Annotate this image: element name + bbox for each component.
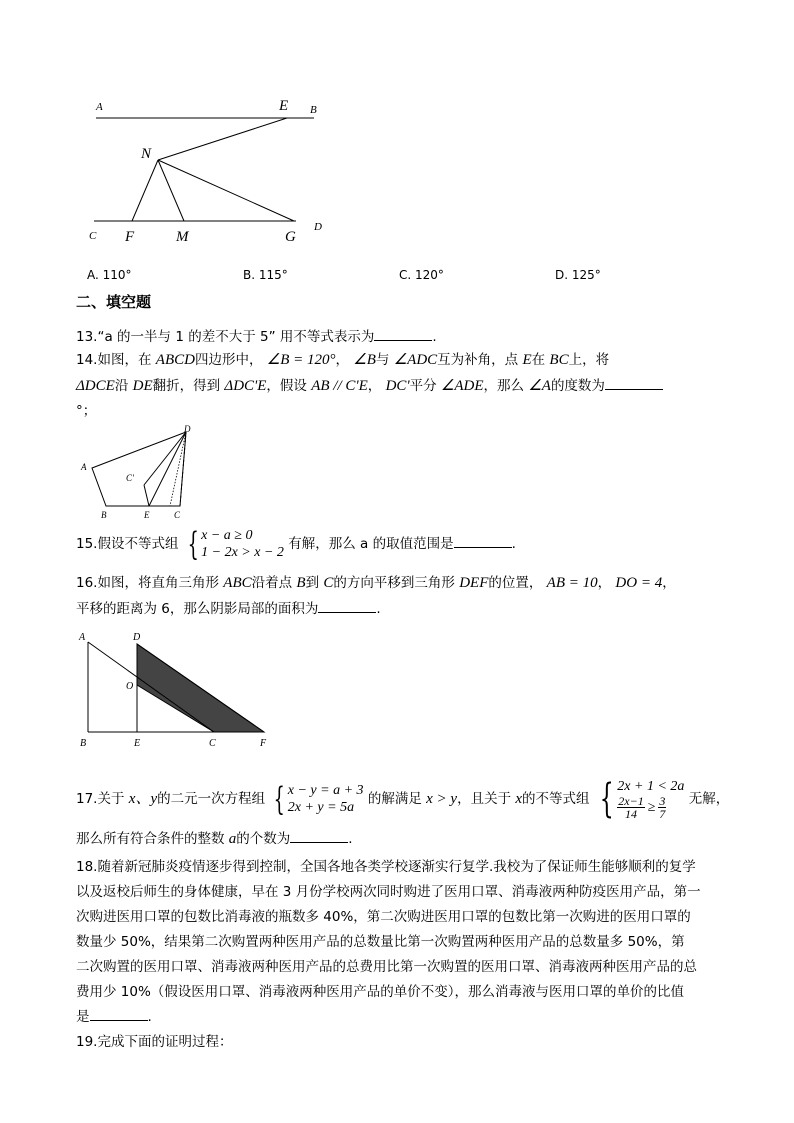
- q17-text: 的解满足: [367, 791, 422, 807]
- label-D: D: [314, 221, 322, 233]
- q14-math: ∠B = 120°: [266, 352, 336, 368]
- q16-math: ABC: [223, 575, 252, 591]
- label-M: M: [176, 229, 189, 245]
- question-14-line2: [76, 374, 663, 395]
- q14-math: ABCD: [155, 352, 195, 368]
- q18-end: .: [147, 1009, 152, 1025]
- question-18-line1: 18.随着新冠肺炎疫情逐步得到控制，全国各地各类学校逐渐实行复学.我校为了保证师生能够顺利的复学: [76, 859, 696, 875]
- q14-text: ，那么: [483, 378, 525, 394]
- inequality: x − a ≥ 0: [201, 528, 253, 543]
- label-C: C: [174, 510, 181, 520]
- fraction-denominator: 14: [625, 807, 638, 821]
- q14-text: 与: [375, 352, 390, 368]
- question-14-line1: [76, 348, 609, 369]
- inequality-fraction: [617, 795, 684, 820]
- question-14-line3: [76, 399, 96, 419]
- q13-text: 13.“a 的一半与 1 的差不大于 5” 用不等式表示为: [76, 329, 375, 345]
- q14-math: ΔDC'E: [224, 378, 267, 394]
- answer-blank: [90, 1008, 148, 1021]
- q16-text: ，: [597, 575, 612, 591]
- label-A: A: [79, 632, 86, 643]
- answer-blank: [605, 377, 663, 390]
- equation-system: [269, 782, 363, 816]
- q16-text: 到: [305, 575, 320, 591]
- q14-text: 互为补角，点: [437, 352, 519, 368]
- choice-d: D. 125°: [555, 268, 601, 282]
- q16-math: B: [296, 575, 306, 591]
- question-19: 19.完成下面的证明过程：: [76, 1034, 233, 1050]
- fraction-numerator: 2x−1: [618, 794, 644, 808]
- question-18-line4: 数量少 50%，结果第二次购置两种医用产品的总数量比第一次购置两种医用产品的总数量多 50%，第: [76, 934, 685, 950]
- inequality: 2x + 1 < 2a: [617, 779, 685, 794]
- choice-b: B. 115°: [243, 268, 288, 282]
- label-F: F: [125, 229, 135, 245]
- label-O: O: [126, 681, 134, 692]
- q17-text: ，且关于: [457, 791, 512, 807]
- label-B: B: [310, 104, 317, 116]
- question-18-line6: 费用少 10%（假设医用口罩、消毒液两种医用产品的单价不变），那么消毒液与医用口罩的单价的比值: [76, 984, 685, 1000]
- q14-math: E: [522, 352, 532, 368]
- q17-text: 的不等式组: [522, 791, 590, 807]
- q14-math: ∠ADE: [440, 378, 484, 394]
- question-18-line3: 次购进医用口罩的包数比消毒液的瓶数多 40%，第二次购进医用口罩的包数比第一次购进的医用口罩的: [76, 909, 691, 925]
- equation: 2x + y = 5a: [287, 800, 355, 815]
- question-18-line7: [76, 1005, 152, 1025]
- q14-text: 的度数为: [550, 378, 605, 394]
- brace: {: [273, 780, 286, 818]
- label-C-prime: C': [126, 473, 134, 483]
- choice-c: C. 120°: [399, 268, 444, 282]
- q14-text: 在: [531, 352, 546, 368]
- q16-text: 的方向平移到三角形: [333, 575, 455, 591]
- q17-math: x > y: [426, 791, 458, 807]
- q14-text: 平分: [409, 378, 437, 394]
- question-15: [76, 527, 516, 561]
- q18-text: 是: [76, 1009, 90, 1025]
- question-16-line1: [76, 571, 676, 592]
- q14-text: ，: [367, 378, 382, 394]
- label-E: E: [134, 738, 141, 749]
- question-13: [76, 325, 437, 345]
- label-E: E: [144, 510, 150, 520]
- q14-math: ∠A: [528, 378, 551, 394]
- question-17-line1: [76, 778, 729, 820]
- q17-text: 的个数为: [236, 831, 291, 847]
- question-18-line2: 以及返校后师生的身体健康，早在 3 月份学校两次同时购进了医用口罩、消毒液两种防疫医用产品，第一: [76, 884, 701, 900]
- q14-text: ，假设: [266, 378, 307, 394]
- q14-math: ∠B: [353, 352, 376, 368]
- label-A: A: [96, 101, 103, 113]
- section-title: 二、填空题: [76, 293, 152, 311]
- label-A: A: [81, 462, 87, 472]
- brace: {: [599, 776, 614, 822]
- q14-text: 14.如图，在: [76, 352, 152, 368]
- q17-math: x、y: [128, 791, 158, 807]
- equation: x − y = a + 3: [287, 783, 364, 798]
- figure-q12: [84, 92, 334, 252]
- q17-text: 那么所有符合条件的整数: [76, 831, 225, 847]
- q14-text: ，: [335, 352, 349, 368]
- q14-text: °；: [76, 403, 97, 419]
- q16-math: DEF: [459, 575, 489, 591]
- label-B: B: [80, 738, 87, 749]
- label-C: C: [89, 230, 97, 242]
- label-G: G: [285, 229, 296, 245]
- q16-text: 16.如图，将直角三角形: [76, 575, 219, 591]
- geq-symbol: ≥: [647, 800, 656, 815]
- figure-q16: [74, 628, 274, 753]
- q17-text: 无解，: [688, 791, 730, 807]
- choice-a: A. 110°: [87, 268, 132, 282]
- question-17-line2: [76, 827, 353, 848]
- q15-text: 有解，那么 a 的取值范围是: [288, 536, 454, 552]
- q16-end: .: [376, 601, 381, 617]
- q13-end: .: [432, 329, 437, 345]
- label-N: N: [141, 146, 152, 162]
- q16-text: ，: [662, 575, 676, 591]
- label-E: E: [279, 98, 289, 114]
- question-18-line5: 二次购置的医用口罩、消毒液两种医用产品的总费用比第一次购置的医用口罩、消毒液两种医用产品的总: [76, 959, 697, 975]
- inequality-system: [594, 778, 685, 820]
- q14-text: 上，将: [568, 352, 610, 368]
- q16-math: C: [323, 575, 334, 591]
- q14-text: 翻折，得到: [152, 378, 221, 394]
- q16-text: 沿着点: [251, 575, 293, 591]
- q17-math: x: [515, 791, 523, 807]
- q17-end: .: [348, 831, 353, 847]
- q16-text: 平移的距离为 6，那么阴影局部的面积为: [76, 601, 319, 617]
- q14-math: DC': [385, 378, 410, 394]
- label-B: B: [101, 510, 107, 520]
- label-D: D: [184, 424, 191, 434]
- figure-q14: [74, 422, 204, 520]
- answer-blank: [318, 600, 376, 613]
- fraction-numerator: 3: [659, 794, 666, 808]
- label-D: D: [133, 632, 141, 643]
- label-C: C: [209, 738, 216, 749]
- q17-math: a: [228, 831, 237, 847]
- q14-text: 四边形中，: [194, 352, 263, 368]
- q14-math: BC: [549, 352, 569, 368]
- q14-text: 沿: [114, 378, 129, 394]
- fraction-denominator: 7: [659, 807, 666, 821]
- q15-end: .: [511, 536, 516, 552]
- q17-text: 的二元一次方程组: [157, 791, 266, 807]
- answer-blank: [290, 830, 348, 843]
- answer-blank: [454, 535, 512, 548]
- label-F: F: [260, 738, 267, 749]
- q14-math: ΔDCE: [76, 378, 115, 394]
- q14-math: AB // C'E: [311, 378, 368, 394]
- question-16-line2: [76, 597, 381, 617]
- q16-text: 的位置，: [488, 575, 543, 591]
- q14-math: ∠ADC: [393, 352, 438, 368]
- inequality-system: [183, 527, 284, 561]
- q17-text: 17.关于: [76, 791, 125, 807]
- q16-math: DO = 4: [615, 575, 663, 591]
- q14-math: DE: [132, 378, 153, 394]
- brace: {: [187, 525, 199, 563]
- answer-blank: [374, 328, 432, 341]
- q15-text: 15.假设不等式组: [76, 536, 179, 552]
- q16-math: AB = 10: [546, 575, 598, 591]
- inequality: 1 − 2x > x − 2: [201, 545, 284, 560]
